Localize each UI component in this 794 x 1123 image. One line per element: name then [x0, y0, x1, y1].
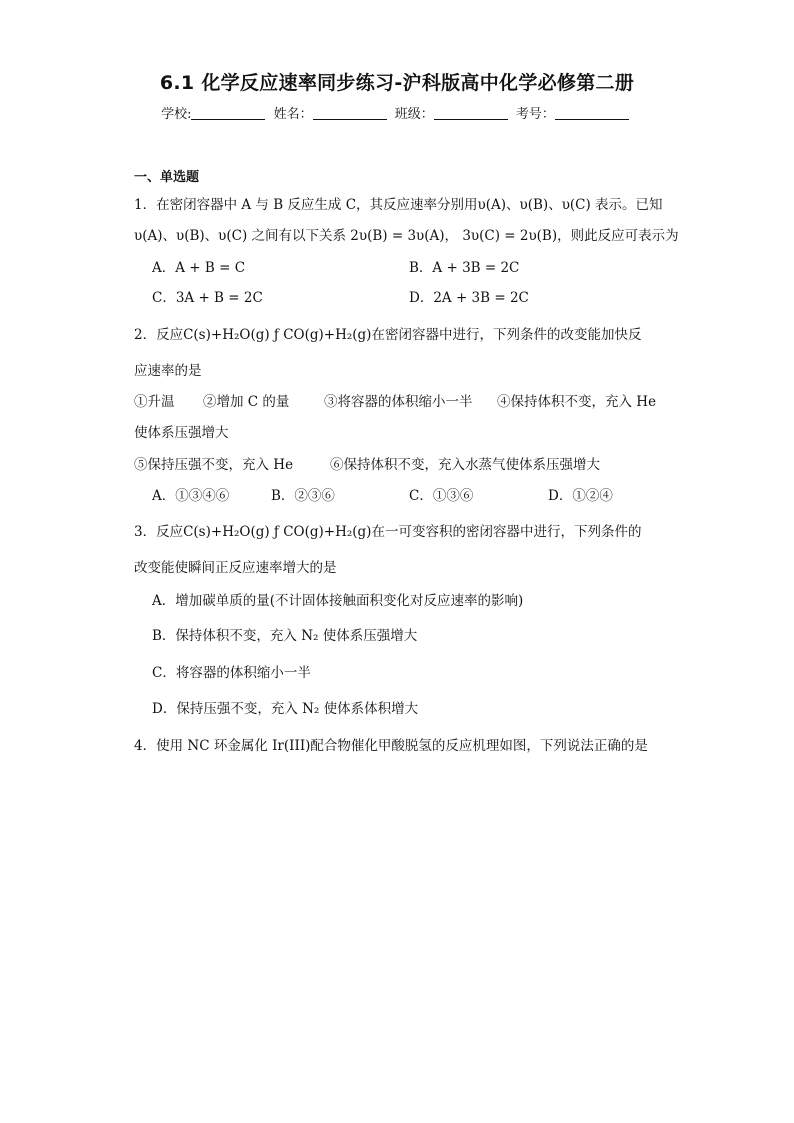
number-blank	[555, 105, 629, 120]
q1-stem-line1: 1．在密闭容器中 A 与 B 反应生成 C，其反应速率分别用υ(A)、υ(B)、υ(C) 表示。已知	[134, 197, 663, 213]
q3-stem-line1: 3．反应C(s)+H₂O(g) ƒ CO(g)+H₂(g)在一可变容积的密闭容器中进行，下列条件的	[134, 524, 642, 540]
q3-option-c: C．将容器的体积缩小一半	[152, 665, 311, 681]
q2-option-a: A．①③④⑥	[152, 488, 230, 504]
student-info-row	[0, 103, 794, 122]
q2-condition-6: ⑥保持体积不变，充入水蒸气使体系压强增大	[330, 457, 600, 473]
q2-condition-5: ⑤保持压强不变，充入 He	[134, 457, 294, 473]
name-label: 姓名：	[273, 107, 313, 122]
q2-stem-line2: 应速率的是	[134, 363, 202, 379]
q2-option-d: D．①②④	[548, 488, 613, 504]
q1-option-a: A．A + B = C	[152, 260, 246, 276]
q2-condition-1: ①升温	[134, 394, 175, 410]
q2-condition-4-cont: 使体系压强增大	[134, 425, 229, 441]
school-blank	[191, 105, 265, 120]
q1-option-d: D．2A + 3B = 2C	[409, 290, 529, 306]
q2-condition-3: ③将容器的体积缩小一半	[324, 394, 473, 410]
q3-option-d: D．保持压强不变，充入 N₂ 使体系体积增大	[152, 701, 419, 717]
q4-stem-line1: 4．使用 NC 环金属化 Ir(III)配合物催化甲酸脱氢的反应机理如图，下列说法正确的是	[134, 738, 648, 754]
class-blank	[434, 105, 508, 120]
q3-option-a: A．增加碳单质的量(不计固体接触面积变化对反应速率的影响)	[152, 593, 524, 609]
section-heading: 一、单选题	[134, 170, 200, 185]
q2-option-b: B．②③⑥	[271, 488, 335, 504]
class-label: 班级：	[394, 107, 434, 122]
q3-option-b: B．保持体积不变，充入 N₂ 使体系压强增大	[152, 628, 418, 644]
q1-option-c: C．3A + B = 2C	[152, 290, 263, 306]
q2-condition-4: ④保持体积不变，充入 He	[497, 394, 657, 410]
page-title: 6.1 化学反应速率同步练习-沪科版高中化学必修第二册	[159, 72, 635, 94]
school-label: 学校:	[161, 107, 192, 122]
number-label: 考号：	[515, 107, 555, 122]
q2-stem-line1: 2．反应C(s)+H₂O(g) ƒ CO(g)+H₂(g)在密闭容器中进行，下列条件的改变能加快反	[134, 327, 642, 343]
name-blank	[313, 105, 387, 120]
q2-condition-2: ②增加 C 的量	[203, 394, 290, 410]
q3-stem-line2: 改变能使瞬间正反应速率增大的是	[134, 560, 337, 576]
q1-stem-line2: υ(A)、υ(B)、υ(C) 之间有以下关系 2υ(B) = 3υ(A)， 3υ(C) = 2υ(B)，则此反应可表示为	[134, 228, 679, 244]
q2-option-c: C．①③⑥	[409, 488, 474, 504]
q1-option-b: B．A + 3B = 2C	[409, 260, 520, 276]
